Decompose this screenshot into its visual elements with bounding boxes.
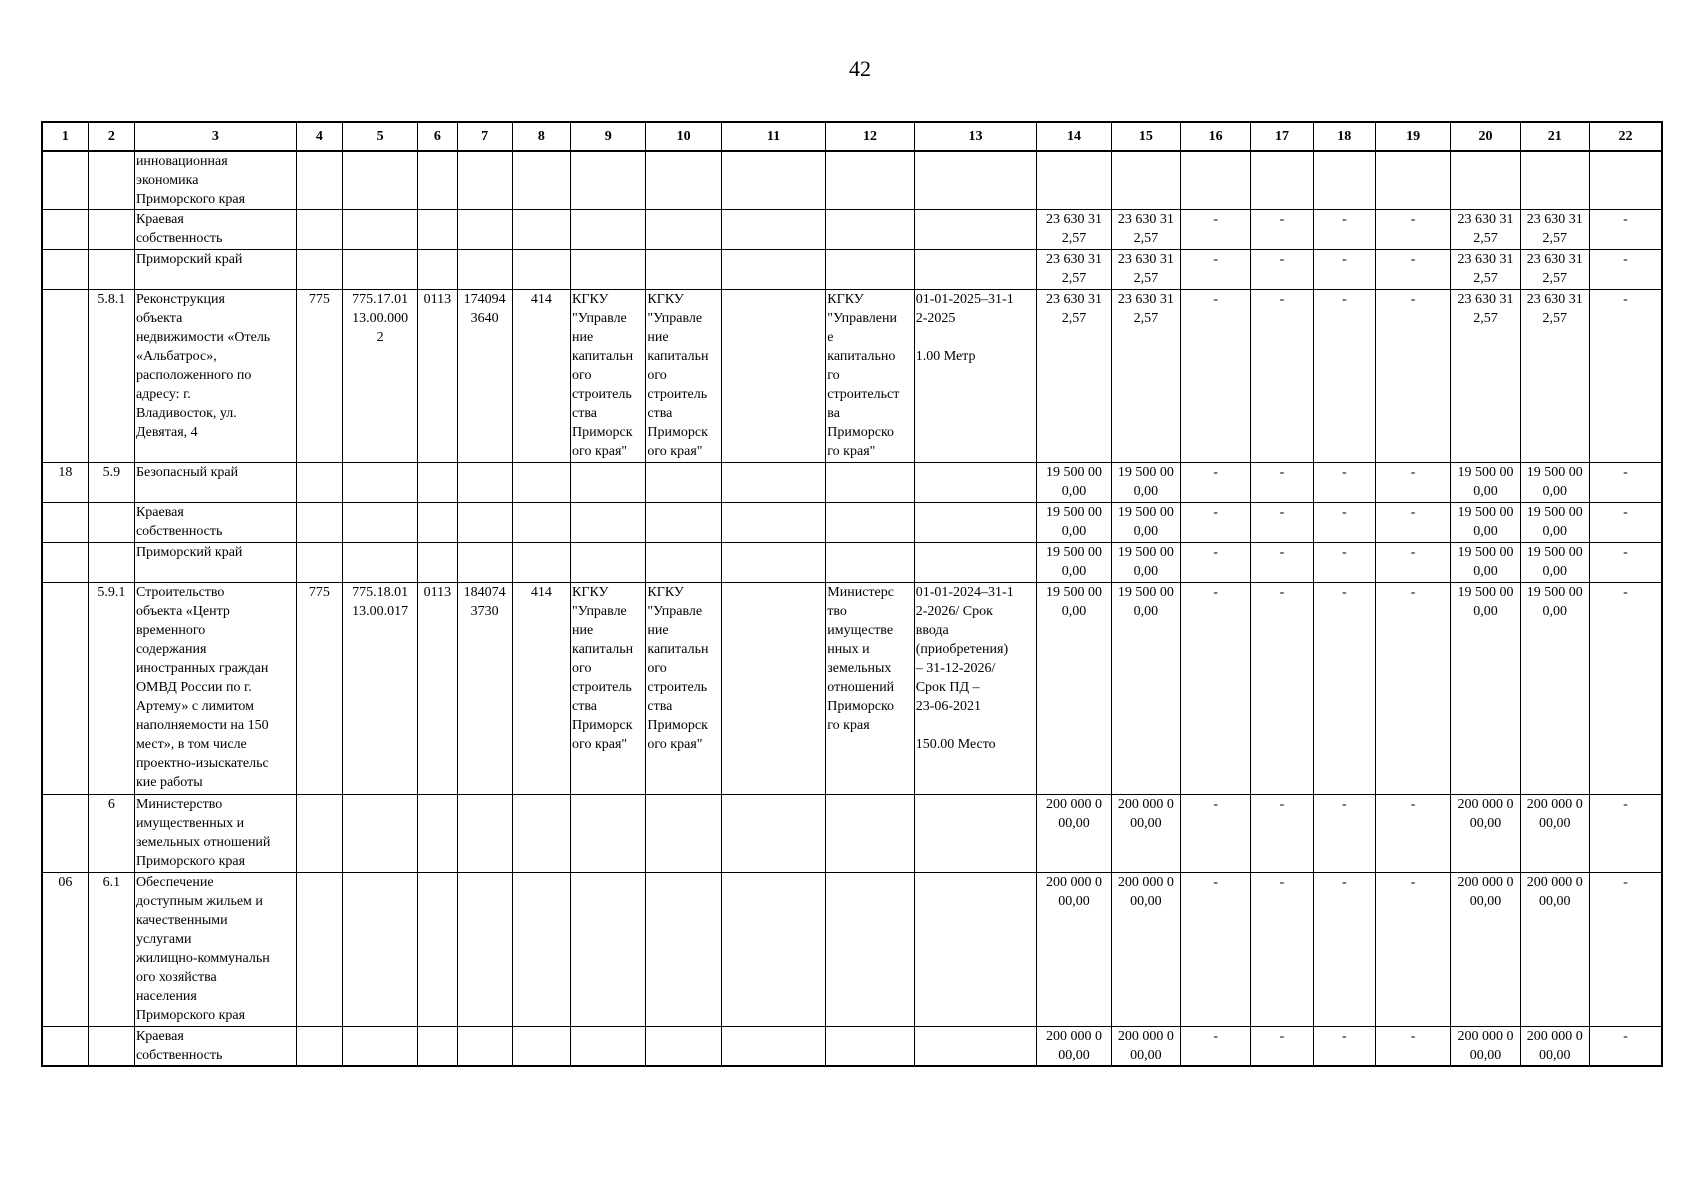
header-cell: 5 [342, 122, 417, 151]
table-cell: 19 500 00 0,00 [1520, 463, 1589, 503]
table-cell: 200 000 0 00,00 [1520, 873, 1589, 1027]
table-cell: - [1180, 795, 1250, 873]
table-cell: КГКУ "Управле ние капитальн ого строитель ства Приморск ого края" [571, 583, 646, 795]
table-cell: - [1589, 463, 1662, 503]
table-cell: - [1375, 873, 1450, 1027]
header-cell: 6 [418, 122, 457, 151]
table-cell [512, 873, 570, 1027]
table-cell: 200 000 0 00,00 [1520, 795, 1589, 873]
page-number: 42 [849, 56, 871, 81]
table-cell: - [1313, 250, 1375, 290]
table-cell [296, 503, 342, 543]
table-cell: КГКУ "Управле ние капитальн ого строитель ства Приморск ого края" [646, 583, 721, 795]
table-cell [88, 503, 134, 543]
table-cell: 23 630 31 2,57 [1451, 210, 1520, 250]
table-cell [571, 250, 646, 290]
table-cell [88, 151, 134, 210]
table-cell [457, 250, 512, 290]
table-cell [418, 250, 457, 290]
table-cell [571, 503, 646, 543]
table-cell: - [1251, 583, 1313, 795]
table-cell [1037, 151, 1111, 210]
table-cell: Краевая собственность [134, 503, 296, 543]
table-cell: - [1313, 543, 1375, 583]
table-cell: 19 500 00 0,00 [1037, 463, 1111, 503]
table-cell: - [1313, 1027, 1375, 1067]
table-cell: - [1180, 463, 1250, 503]
table-cell: 19 500 00 0,00 [1037, 503, 1111, 543]
table-cell: 01-01-2024–31-1 2-2026/ Срок ввода (приобретения) – 31-12-2026/ Срок ПД – 23-06-2021 150.00 Место [914, 583, 1037, 795]
table-cell [342, 503, 417, 543]
table-cell [571, 543, 646, 583]
table-cell: 19 500 00 0,00 [1451, 463, 1520, 503]
table-cell [418, 1027, 457, 1067]
table-cell: 19 500 00 0,00 [1111, 503, 1180, 543]
table-cell: 19 500 00 0,00 [1451, 583, 1520, 795]
table-cell [296, 543, 342, 583]
table-cell: - [1375, 290, 1450, 463]
header-cell: 19 [1375, 122, 1450, 151]
header-cell: 22 [1589, 122, 1662, 151]
table-cell: 23 630 31 2,57 [1111, 210, 1180, 250]
table-cell: - [1313, 503, 1375, 543]
header-cell: 9 [571, 122, 646, 151]
table-cell: Обеспечение доступным жильем и качественными услугами жилищно-коммунальн ого хозяйства населения Приморского края [134, 873, 296, 1027]
header-cell: 13 [914, 122, 1037, 151]
table-cell: - [1375, 1027, 1450, 1067]
table-cell: 23 630 31 2,57 [1520, 290, 1589, 463]
table-cell [1589, 151, 1662, 210]
header-cell: 12 [826, 122, 914, 151]
table-cell: КГКУ "Управле ние капитальн ого строитель ства Приморск ого края" [646, 290, 721, 463]
table-cell [88, 1027, 134, 1067]
table-cell: - [1313, 795, 1375, 873]
table-cell: 19 500 00 0,00 [1111, 543, 1180, 583]
table-cell [646, 795, 721, 873]
table-cell: - [1589, 1027, 1662, 1067]
table-cell: - [1589, 250, 1662, 290]
table-cell: Реконструкция объекта недвижимости «Отель «Альбатрос», расположенного по адресу: г. Владивосток, ул. Девятая, 4 [134, 290, 296, 463]
table-cell [512, 1027, 570, 1067]
table-cell [721, 583, 826, 795]
table-cell: - [1251, 503, 1313, 543]
table-cell [721, 543, 826, 583]
table-cell: 19 500 00 0,00 [1451, 503, 1520, 543]
table-cell [88, 543, 134, 583]
table-cell [914, 463, 1037, 503]
table-row [42, 873, 1662, 1027]
table-cell: - [1313, 290, 1375, 463]
table-cell [826, 503, 914, 543]
table-cell [721, 873, 826, 1027]
table-cell [914, 543, 1037, 583]
table-cell: 23 630 31 2,57 [1111, 250, 1180, 290]
table-cell [571, 1027, 646, 1067]
table-cell [914, 795, 1037, 873]
table-cell [1251, 151, 1313, 210]
table-cell [418, 543, 457, 583]
table-cell: - [1375, 210, 1450, 250]
table-cell: - [1251, 1027, 1313, 1067]
table-cell [826, 463, 914, 503]
table-cell [457, 503, 512, 543]
table-cell [826, 543, 914, 583]
table-cell [296, 873, 342, 1027]
table-cell: - [1313, 210, 1375, 250]
table-cell [646, 210, 721, 250]
table-cell [42, 503, 88, 543]
table-cell [418, 463, 457, 503]
table-cell: - [1313, 873, 1375, 1027]
table-cell [457, 463, 512, 503]
table-cell [418, 873, 457, 1027]
table-cell [418, 210, 457, 250]
table-cell [296, 463, 342, 503]
table-row [42, 1027, 1662, 1067]
table-row [42, 151, 1662, 210]
table-cell: - [1375, 795, 1450, 873]
table-cell [512, 463, 570, 503]
table-cell [42, 290, 88, 463]
header-cell: 10 [646, 122, 721, 151]
header-cell: 7 [457, 122, 512, 151]
table-cell: 23 630 31 2,57 [1037, 210, 1111, 250]
table-cell: 775.17.01 13.00.000 2 [342, 290, 417, 463]
table-cell [296, 250, 342, 290]
table-cell: Безопасный край [134, 463, 296, 503]
table-cell [418, 795, 457, 873]
table-cell [571, 151, 646, 210]
table-cell: 01-01-2025–31-1 2-2025 1.00 Метр [914, 290, 1037, 463]
table-row [42, 463, 1662, 503]
table-cell [42, 151, 88, 210]
table-cell: - [1589, 873, 1662, 1027]
table-cell: - [1251, 873, 1313, 1027]
table-cell [721, 210, 826, 250]
table-cell: 23 630 31 2,57 [1111, 290, 1180, 463]
table-cell: 19 500 00 0,00 [1520, 543, 1589, 583]
table-cell: 6 [88, 795, 134, 873]
table-cell [42, 1027, 88, 1067]
table-cell: - [1313, 463, 1375, 503]
table-cell: 775.18.01 13.00.017 [342, 583, 417, 795]
table-cell: - [1180, 873, 1250, 1027]
table-cell: - [1375, 250, 1450, 290]
table-cell [571, 210, 646, 250]
table-cell: 0113 [418, 290, 457, 463]
table-cell: 23 630 31 2,57 [1451, 250, 1520, 290]
table-cell [571, 873, 646, 1027]
table-cell: 18 [42, 463, 88, 503]
table-cell: - [1313, 583, 1375, 795]
table-cell [342, 795, 417, 873]
table-cell: 200 000 0 00,00 [1451, 873, 1520, 1027]
table-cell [646, 151, 721, 210]
table-cell: - [1589, 210, 1662, 250]
table-cell: - [1589, 795, 1662, 873]
table-cell [914, 250, 1037, 290]
table-cell: 200 000 0 00,00 [1451, 1027, 1520, 1067]
table-cell [1375, 151, 1450, 210]
table-cell [1313, 151, 1375, 210]
table-cell [42, 250, 88, 290]
table-cell [914, 151, 1037, 210]
table-cell [826, 210, 914, 250]
table-cell [1451, 151, 1520, 210]
table-cell [512, 795, 570, 873]
table-cell [646, 1027, 721, 1067]
header-cell: 16 [1180, 122, 1250, 151]
table-cell [296, 1027, 342, 1067]
table-cell [457, 151, 512, 210]
table-cell: - [1180, 503, 1250, 543]
table-cell: - [1375, 503, 1450, 543]
table-cell: 23 630 31 2,57 [1520, 250, 1589, 290]
table-cell [342, 1027, 417, 1067]
table-cell: 414 [512, 290, 570, 463]
header-cell: 2 [88, 122, 134, 151]
table-cell [914, 873, 1037, 1027]
table-cell [826, 250, 914, 290]
header-cell: 3 [134, 122, 296, 151]
table-cell: 19 500 00 0,00 [1520, 503, 1589, 543]
table-cell [457, 795, 512, 873]
table-cell: - [1251, 250, 1313, 290]
table-cell [721, 151, 826, 210]
table-cell: 174094 3640 [457, 290, 512, 463]
table-cell [42, 583, 88, 795]
table-cell: Министерс тво имуществе нных и земельных отношений Приморско го края [826, 583, 914, 795]
table-cell [42, 795, 88, 873]
table-cell: - [1251, 463, 1313, 503]
table-cell [457, 1027, 512, 1067]
table-cell: 200 000 0 00,00 [1037, 1027, 1111, 1067]
table-cell [342, 210, 417, 250]
table-row [42, 290, 1662, 463]
table-cell: КГКУ "Управлени е капитально го строительст ва Приморско го края" [826, 290, 914, 463]
table-cell: 775 [296, 290, 342, 463]
table-cell [88, 210, 134, 250]
table-cell: - [1180, 250, 1250, 290]
table-cell: 19 500 00 0,00 [1520, 583, 1589, 795]
table-cell [1111, 151, 1180, 210]
table-cell [42, 543, 88, 583]
table-cell [721, 290, 826, 463]
table-cell: 19 500 00 0,00 [1037, 583, 1111, 795]
table-cell: КГКУ "Управле ние капитальн ого строитель ства Приморск ого края" [571, 290, 646, 463]
table-cell: Краевая собственность [134, 1027, 296, 1067]
table-cell: - [1180, 290, 1250, 463]
table-cell [914, 1027, 1037, 1067]
table-cell [721, 503, 826, 543]
table-cell [296, 210, 342, 250]
table-cell: 200 000 0 00,00 [1451, 795, 1520, 873]
table-cell [418, 503, 457, 543]
table-cell [646, 873, 721, 1027]
table-row [42, 795, 1662, 873]
table-cell: 5.9 [88, 463, 134, 503]
table-cell: 414 [512, 583, 570, 795]
table-cell: 200 000 0 00,00 [1111, 1027, 1180, 1067]
table-cell [342, 463, 417, 503]
table-cell [646, 463, 721, 503]
table-header-row [42, 122, 1662, 151]
table-cell [721, 463, 826, 503]
table-cell [1520, 151, 1589, 210]
table-cell: Министерство имущественных и земельных отношений Приморского края [134, 795, 296, 873]
budget-table [41, 121, 1663, 1067]
table-cell [296, 151, 342, 210]
table-cell [646, 250, 721, 290]
table-row [42, 250, 1662, 290]
table-cell: 200 000 0 00,00 [1520, 1027, 1589, 1067]
table-cell: 23 630 31 2,57 [1451, 290, 1520, 463]
header-cell: 1 [42, 122, 88, 151]
table-cell [342, 543, 417, 583]
table-cell [826, 1027, 914, 1067]
table-row [42, 210, 1662, 250]
table-cell: 200 000 0 00,00 [1111, 873, 1180, 1027]
table-cell [571, 795, 646, 873]
table-cell [512, 250, 570, 290]
table-cell [457, 210, 512, 250]
table-cell: 19 500 00 0,00 [1037, 543, 1111, 583]
table-cell: - [1180, 583, 1250, 795]
table-cell: 23 630 31 2,57 [1037, 250, 1111, 290]
table-cell: 5.8.1 [88, 290, 134, 463]
table-cell [512, 503, 570, 543]
table-cell: - [1589, 543, 1662, 583]
table-cell [457, 873, 512, 1027]
table-cell: 23 630 31 2,57 [1520, 210, 1589, 250]
table-cell [512, 210, 570, 250]
table-row [42, 583, 1662, 795]
table-cell [88, 250, 134, 290]
table-cell [342, 151, 417, 210]
table-cell: Приморский край [134, 250, 296, 290]
table-cell [646, 543, 721, 583]
table-cell: инновационная экономика Приморского края [134, 151, 296, 210]
table-cell [512, 151, 570, 210]
header-cell: 18 [1313, 122, 1375, 151]
header-cell: 14 [1037, 122, 1111, 151]
table-cell: 19 500 00 0,00 [1111, 583, 1180, 795]
table-cell [342, 873, 417, 1027]
table-cell [42, 210, 88, 250]
table-cell [457, 543, 512, 583]
table-row [42, 503, 1662, 543]
table-cell [342, 250, 417, 290]
table-cell [721, 795, 826, 873]
table-row [42, 543, 1662, 583]
table-cell [914, 503, 1037, 543]
table-cell: Краевая собственность [134, 210, 296, 250]
table-cell [914, 210, 1037, 250]
header-cell: 4 [296, 122, 342, 151]
header-cell: 17 [1251, 122, 1313, 151]
table-cell: 5.9.1 [88, 583, 134, 795]
table-cell [826, 873, 914, 1027]
table-cell: Приморский край [134, 543, 296, 583]
table-cell: - [1375, 543, 1450, 583]
table-cell: - [1251, 290, 1313, 463]
table-cell: 6.1 [88, 873, 134, 1027]
header-cell: 21 [1520, 122, 1589, 151]
header-cell: 20 [1451, 122, 1520, 151]
table-cell: 200 000 0 00,00 [1111, 795, 1180, 873]
table-cell: - [1180, 1027, 1250, 1067]
table-cell: Строительство объекта «Центр временного содержания иностранных граждан ОМВД России по г. Артему» с лимитом наполняемости на 150 мест», в том числе проектно-изыскательс кие работы [134, 583, 296, 795]
table-cell [721, 250, 826, 290]
table-cell: 184074 3730 [457, 583, 512, 795]
header-cell: 11 [721, 122, 826, 151]
table-cell: 200 000 0 00,00 [1037, 873, 1111, 1027]
table-cell: - [1375, 463, 1450, 503]
table-cell: - [1251, 543, 1313, 583]
table-cell: - [1589, 503, 1662, 543]
table-cell: - [1251, 795, 1313, 873]
table-cell: - [1375, 583, 1450, 795]
table-cell: 775 [296, 583, 342, 795]
table-cell: - [1180, 210, 1250, 250]
table-cell [418, 151, 457, 210]
table-cell: - [1251, 210, 1313, 250]
table-cell: - [1589, 290, 1662, 463]
table-cell: - [1180, 543, 1250, 583]
header-cell: 15 [1111, 122, 1180, 151]
table-cell [646, 503, 721, 543]
table-cell: 0113 [418, 583, 457, 795]
table-cell: 23 630 31 2,57 [1037, 290, 1111, 463]
table-cell [571, 463, 646, 503]
table-cell: 200 000 0 00,00 [1037, 795, 1111, 873]
table-cell [826, 151, 914, 210]
table-cell: - [1589, 583, 1662, 795]
table-cell [826, 795, 914, 873]
table-cell [512, 543, 570, 583]
table-cell: 19 500 00 0,00 [1111, 463, 1180, 503]
table-cell [1180, 151, 1250, 210]
table-cell: 19 500 00 0,00 [1451, 543, 1520, 583]
table-cell [721, 1027, 826, 1067]
table-cell [296, 795, 342, 873]
header-cell: 8 [512, 122, 570, 151]
table-cell: 06 [42, 873, 88, 1027]
